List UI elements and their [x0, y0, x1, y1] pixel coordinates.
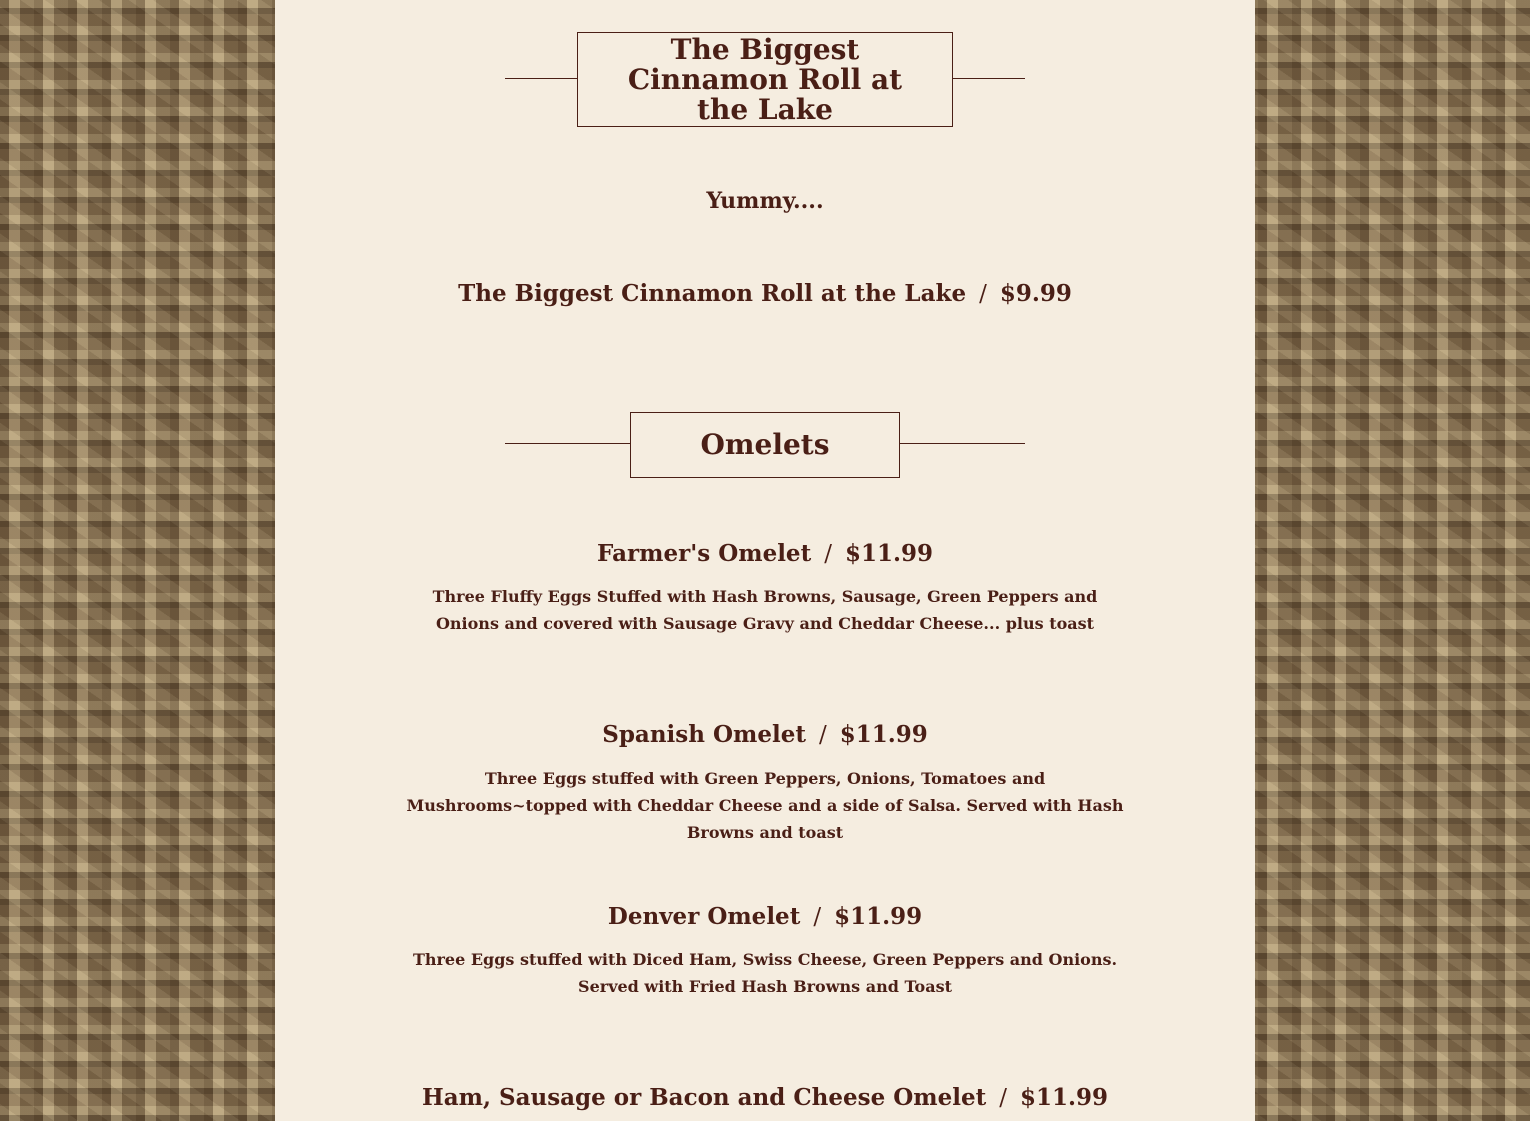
menu-item-price: $11.99: [839, 721, 928, 748]
price-separator: /: [979, 281, 987, 307]
section-title: The Biggest Cinnamon Roll at the Lake: [577, 32, 953, 127]
menu-item-name: The Biggest Cinnamon Roll at the Lake: [458, 280, 967, 307]
menu-item-price: $9.99: [999, 280, 1072, 307]
section-tagline: Yummy....: [706, 188, 824, 214]
heading-divider-right: [953, 78, 1025, 79]
menu-item-name: Denver Omelet: [607, 903, 801, 930]
menu-item-description: Three Eggs stuffed with Diced Ham, Swiss Cheese, Green Peppers and Onions. Served with Fried Hash Browns and Toast: [412, 950, 1118, 996]
menu-item-name: Spanish Omelet: [602, 721, 806, 748]
menu-item-name: Farmer's Omelet: [597, 540, 812, 567]
menu-item-title: [275, 721, 1255, 749]
price-separator: /: [824, 541, 832, 567]
heading-divider-right: [900, 443, 1025, 444]
menu-item-price: $11.99: [1020, 1084, 1109, 1111]
menu-item-description: Three Fluffy Eggs Stuffed with Hash Browns, Sausage, Green Peppers and Onions and covered with Sausage Gravy and Cheddar Cheese... plus toast: [432, 587, 1098, 633]
menu-item-description: Three Eggs stuffed with Green Peppers, Onions, Tomatoes and Mushrooms~topped with Cheddar Cheese and a side of Salsa. Served with Hash Browns and toast: [406, 769, 1124, 842]
price-separator: /: [999, 1085, 1007, 1111]
menu-item-title: [275, 903, 1255, 931]
menu-item-price: $11.99: [844, 540, 933, 567]
heading-divider-left: [505, 443, 630, 444]
menu-item-name: Ham, Sausage or Bacon and Cheese Omelet: [421, 1084, 987, 1111]
menu-item-price: $11.99: [834, 903, 923, 930]
heading-divider-left: [505, 78, 577, 79]
price-separator: /: [818, 722, 827, 748]
menu-panel: [275, 0, 1255, 1121]
section-title: Omelets: [630, 412, 900, 478]
price-separator: /: [813, 904, 822, 930]
menu-item-title: [275, 280, 1255, 308]
menu-item-title: [275, 540, 1255, 568]
menu-item-title: [275, 1084, 1255, 1112]
